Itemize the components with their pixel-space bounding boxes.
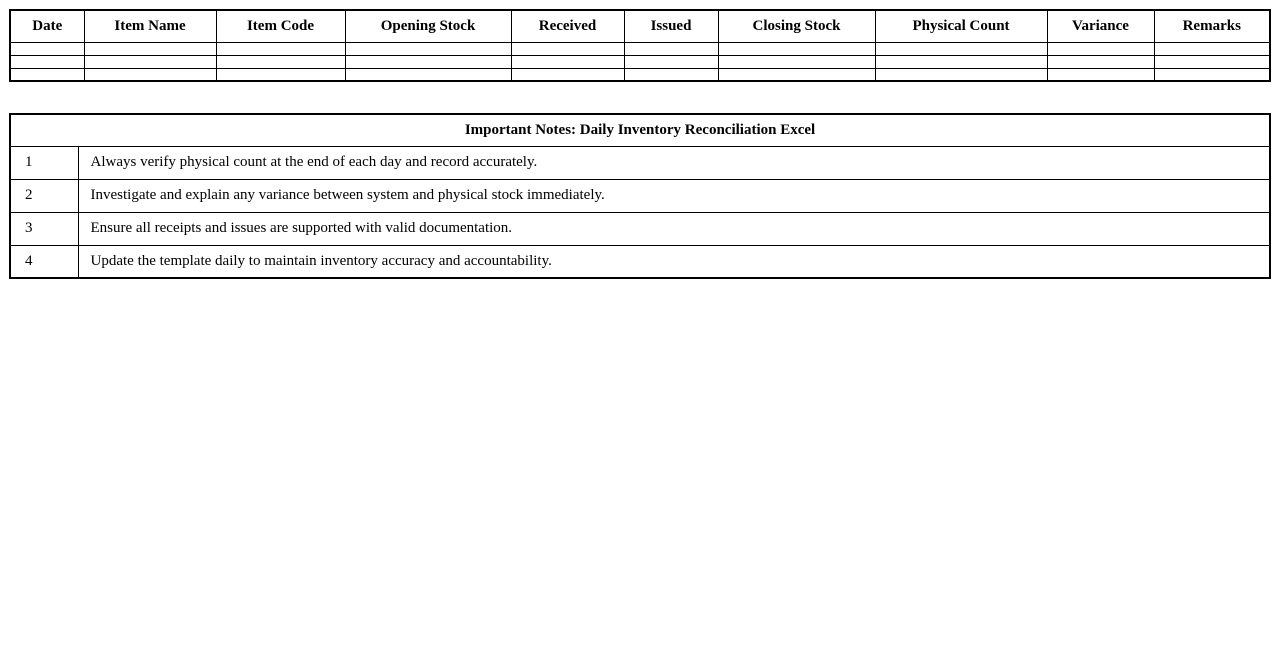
header-cell-item-code: Item Code — [216, 10, 345, 42]
header-cell-variance: Variance — [1047, 10, 1154, 42]
inventory-empty-row — [10, 55, 1270, 68]
inventory-empty-cell — [875, 68, 1047, 81]
inventory-empty-cell — [1047, 68, 1154, 81]
note-row — [10, 146, 1270, 179]
note-row — [10, 179, 1270, 212]
note-text: Ensure all receipts and issues are supported with valid documentation. — [78, 212, 1270, 245]
inventory-empty-cell — [1047, 55, 1154, 68]
inventory-empty-cell — [216, 42, 345, 55]
inventory-empty-cell — [511, 42, 624, 55]
inventory-header-row — [10, 10, 1270, 42]
header-cell-item-name: Item Name — [84, 10, 216, 42]
inventory-empty-cell — [875, 55, 1047, 68]
inventory-empty-cell — [216, 55, 345, 68]
header-cell-physical-count: Physical Count — [875, 10, 1047, 42]
inventory-empty-cell — [718, 55, 875, 68]
notes-table — [9, 113, 1271, 279]
inventory-empty-cell — [511, 55, 624, 68]
inventory-empty-cell — [345, 55, 511, 68]
header-cell-date: Date — [10, 10, 84, 42]
inventory-empty-cell — [84, 55, 216, 68]
inventory-empty-cell — [875, 42, 1047, 55]
inventory-empty-cell — [624, 55, 718, 68]
inventory-empty-cell — [718, 68, 875, 81]
inventory-empty-cell — [1154, 42, 1270, 55]
header-cell-closing-stock: Closing Stock — [718, 10, 875, 42]
inventory-empty-row — [10, 42, 1270, 55]
inventory-empty-cell — [84, 42, 216, 55]
inventory-empty-cell — [10, 42, 84, 55]
inventory-empty-cell — [624, 68, 718, 81]
inventory-empty-cell — [1154, 68, 1270, 81]
note-number: 3 — [10, 212, 78, 245]
note-number: 2 — [10, 179, 78, 212]
inventory-empty-cell — [624, 42, 718, 55]
inventory-table — [9, 9, 1271, 82]
header-cell-remarks: Remarks — [1154, 10, 1270, 42]
inventory-empty-cell — [345, 68, 511, 81]
note-text: Always verify physical count at the end of each day and record accurately. — [78, 146, 1270, 179]
note-text: Investigate and explain any variance between system and physical stock immediately. — [78, 179, 1270, 212]
inventory-empty-cell — [10, 55, 84, 68]
notes-title-row — [10, 114, 1270, 146]
inventory-empty-row — [10, 68, 1270, 81]
inventory-empty-cell — [718, 42, 875, 55]
header-cell-opening-stock: Opening Stock — [345, 10, 511, 42]
notes-title: Important Notes: Daily Inventory Reconciliation Excel — [10, 114, 1270, 146]
inventory-empty-cell — [10, 68, 84, 81]
header-cell-received: Received — [511, 10, 624, 42]
note-number: 4 — [10, 245, 78, 278]
note-text: Update the template daily to maintain inventory accuracy and accountability. — [78, 245, 1270, 278]
inventory-empty-cell — [1047, 42, 1154, 55]
note-row — [10, 245, 1270, 278]
inventory-empty-cell — [1154, 55, 1270, 68]
note-number: 1 — [10, 146, 78, 179]
inventory-empty-cell — [345, 42, 511, 55]
inventory-empty-cell — [84, 68, 216, 81]
header-cell-issued: Issued — [624, 10, 718, 42]
note-row — [10, 212, 1270, 245]
inventory-empty-cell — [511, 68, 624, 81]
inventory-empty-cell — [216, 68, 345, 81]
